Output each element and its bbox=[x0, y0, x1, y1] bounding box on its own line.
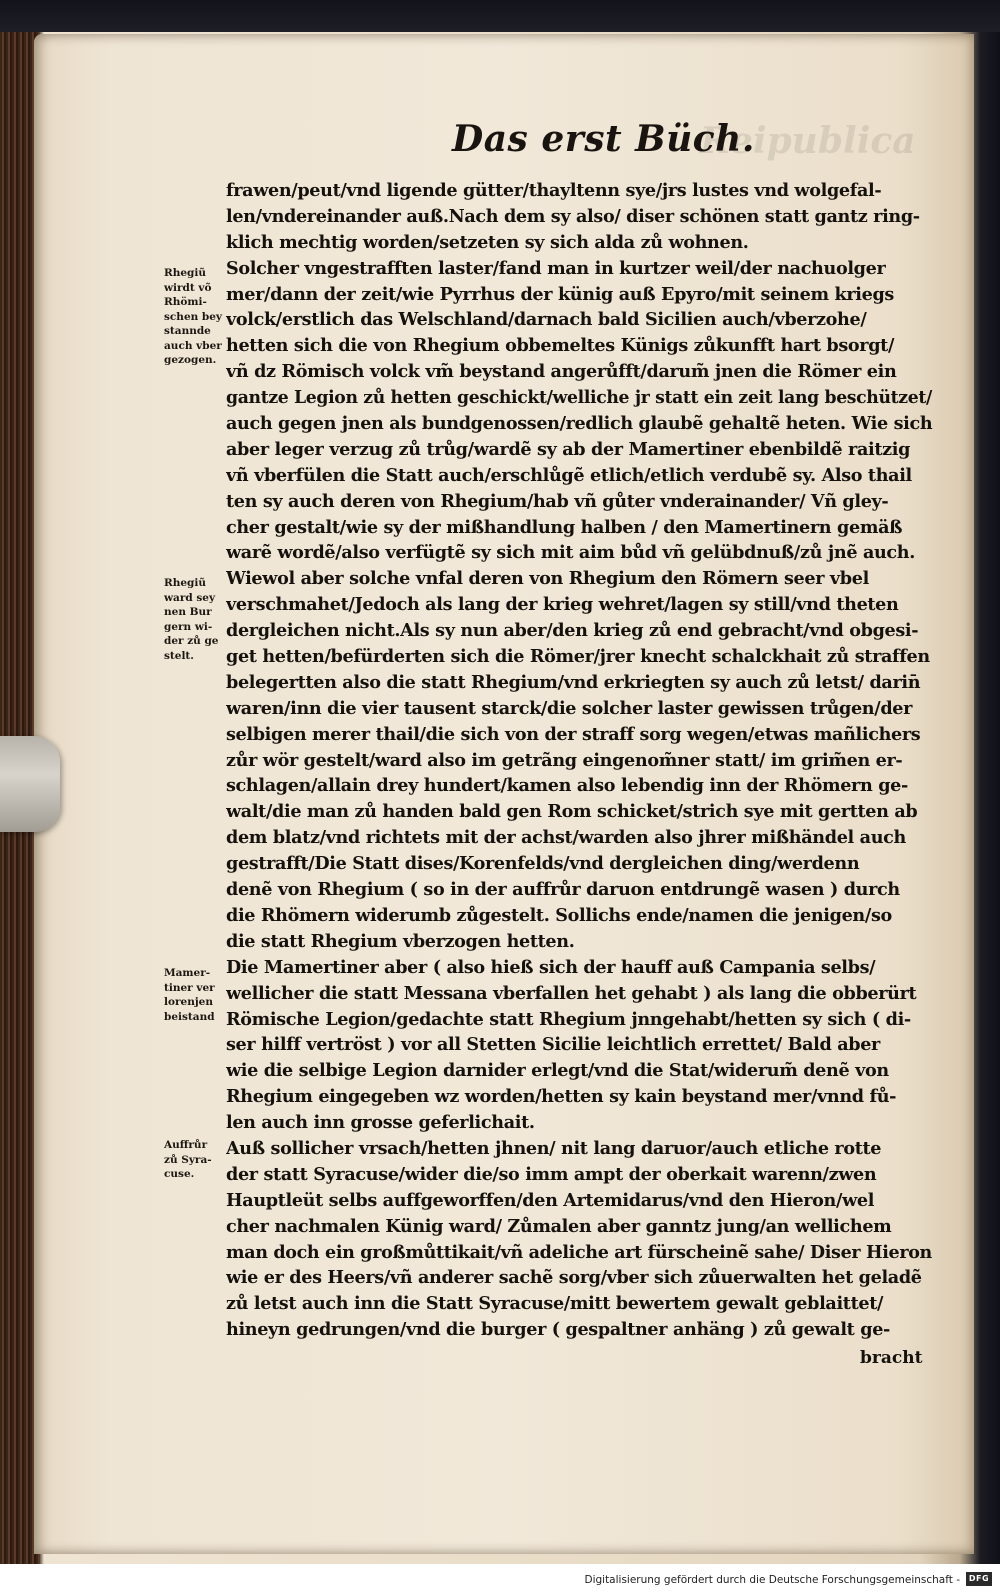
margin-note-line: beistand bbox=[164, 1010, 215, 1023]
text-line: Die Mamertiner aber ( also hieß sich der hauff auß Campania selbs/ bbox=[226, 956, 876, 978]
text-line: gestrafft/Die Statt dises/Korenfelds/vnd dergleichen ding/werdenn bbox=[226, 853, 860, 875]
text-line: auch gegen jnen als bundgenossen/redlich glaubẽ gehaltẽ heten. Wie sich bbox=[226, 413, 933, 435]
margin-note-line: ward sey bbox=[164, 591, 216, 604]
text-line: Auß sollicher vrsach/hetten jhnen/ nit lang daruor/auch etliche rotte bbox=[226, 1137, 882, 1159]
text-line: Römische Legion/gedachte statt Rhegium jnngehabt/hetten sy sich ( di- bbox=[226, 1008, 911, 1030]
funding-notice: Digitalisierung gefördert durch die Deutsche Forschungsgemeinschaft - bbox=[584, 1574, 960, 1586]
margin-note-line: Auffrůr bbox=[164, 1139, 208, 1151]
text-line: gantze Legion zů hetten geschickt/welliche jr statt ein zeit lang beschützet/ bbox=[226, 387, 932, 409]
text-line: selbigen merer thail/die sich von der straff sorg wegen/etwas mañlichers bbox=[226, 723, 921, 745]
margin-note-line: tiner ver bbox=[164, 981, 215, 994]
text-line: Wiewol aber solche vnfal deren von Rhegium den Römern seer vbel bbox=[226, 568, 869, 590]
text-line: Hauptleüt selbs auffgeworffen/den Artemidarus/vnd den Hieron/wel bbox=[226, 1189, 875, 1211]
text-line: man doch ein großmůttikait/vñ adeliche art fürscheinẽ sahe/ Diser Hieron bbox=[226, 1241, 932, 1263]
text-line: hineyn gedrungen/vnd die burger ( gespaltner anhäng ) zů gewalt ge- bbox=[226, 1319, 890, 1341]
text-line: cher nachmalen Künig ward/ Zůmalen aber ganntz jung/an wellichem bbox=[226, 1215, 892, 1237]
margin-note bbox=[164, 966, 230, 1024]
margin-note bbox=[164, 266, 230, 368]
bleed-through-text: Reipublica bbox=[700, 120, 916, 162]
margin-note-line: lorenjen bbox=[164, 996, 213, 1008]
text-line: verschmahet/Jedoch als lang der krieg wehret/lagen sy still/vnd theten bbox=[226, 594, 899, 616]
text-line: klich mechtig worden/setzeten sy sich alda zů wohnen. bbox=[226, 231, 749, 253]
running-header: Das erst Büch. bbox=[452, 118, 755, 160]
text-line: warẽ wordẽ/also verfügtẽ sy sich mit aim bůd vñ gelübdnuß/zů jnẽ auch. bbox=[226, 542, 916, 564]
margin-note-line: zů Syra- bbox=[164, 1153, 212, 1166]
text-line: zůr wör gestelt/ward also im getrãng eingenom̃ner statt/ im grim̃en er- bbox=[226, 749, 903, 771]
margin-note-line: Rhömi- bbox=[164, 296, 207, 308]
text-line: waren/inn die vier tausent starck/die solcher laster gewissen trůgen/der bbox=[226, 697, 913, 719]
text-line: ser hilff vertröst ) vor all Stetten Sicilie leichtlich errettet/ Bald aber bbox=[226, 1034, 880, 1056]
text-line: der statt Syracuse/wider die/so imm ampt der oberkait warenn/zwen bbox=[226, 1163, 877, 1185]
margin-note-line: gezogen. bbox=[164, 354, 217, 366]
margin-note-line: Rhegiũ bbox=[164, 577, 207, 589]
catchword: bracht bbox=[860, 1348, 923, 1368]
text-line: mer/dann der zeit/wie Pyrrhus der künig auß Epyro/mit seinem kriegs bbox=[226, 283, 894, 305]
text-line: cher gestalt/wie sy der mißhandlung halben / den Mamertinern gemäß bbox=[226, 516, 903, 538]
text-line: wie die selbige Legion darnider erlegt/vnd die Stat/widerum̃ denẽ von bbox=[226, 1060, 889, 1082]
margin-note-line: cuse. bbox=[164, 1168, 195, 1180]
text-line: aber leger verzug zů trůg/wardẽ sy ab der Mamertiner ebenbildẽ raitzig bbox=[226, 438, 911, 460]
text-line: wie er des Heers/vñ anderer sachẽ sorg/vber sich zůuerwalten het geladẽ bbox=[226, 1267, 922, 1289]
margin-note-line: nen Bur bbox=[164, 606, 212, 618]
margin-note bbox=[164, 576, 230, 663]
text-line: die statt Rhegium vberzogen hetten. bbox=[226, 930, 575, 952]
scanner-top-band bbox=[0, 0, 1000, 32]
margin-note bbox=[164, 1138, 230, 1182]
text-line: ten sy auch deren von Rhegium/hab vñ gůter vnderainander/ Vñ gley- bbox=[226, 490, 889, 512]
bookmark-tab bbox=[0, 736, 60, 832]
text-line: hetten sich die von Rhegium obbemeltes Künigs zůkunfft hart bsorgt/ bbox=[226, 335, 895, 357]
margin-note-line: wirdt võ bbox=[164, 281, 212, 294]
text-line: dem blatz/vnd richtets mit der achst/warden also jhrer mißhändel auch bbox=[226, 827, 906, 849]
text-line: denẽ von Rhegium ( so in der auffrůr daruon entdrungẽ wasen ) durch bbox=[226, 879, 900, 901]
text-line: Solcher vngestrafften laster/fand man in kurtzer weil/der nachuolger bbox=[226, 257, 886, 279]
margin-note-line: Mamer- bbox=[164, 967, 211, 979]
text-line: len/vndereinander auß.Nach dem sy also/ diser schönen statt gantz ring- bbox=[226, 205, 920, 227]
margin-note-line: stannde bbox=[164, 325, 211, 337]
text-line: belegertten also die statt Rhegium/vnd erkriegten sy auch zů letst/ darin̄ bbox=[226, 671, 921, 693]
text-line: schlagen/allain drey hundert/kamen also lebendig inn der Rhömern ge- bbox=[226, 775, 908, 797]
dfg-logo-icon: DFG bbox=[966, 1572, 992, 1586]
footer-bar bbox=[0, 1564, 1000, 1596]
text-line: wellicher die statt Messana vberfallen het gehabt ) als lang die obberürt bbox=[226, 982, 917, 1004]
text-line: frawen/peut/vnd ligende gütter/thayltenn sye/jrs lustes vnd wolgefal- bbox=[226, 180, 882, 201]
text-line: Rhegium eingegeben wz worden/hetten sy kain beystand mer/vnnd fů- bbox=[226, 1086, 897, 1108]
text-line: vñ vberfülen die Statt auch/erschlůgẽ etlich/etlich verdubẽ sy. Also thail bbox=[226, 464, 912, 486]
margin-note-line: auch vber bbox=[164, 339, 222, 352]
margin-note-line: schen bey bbox=[164, 310, 223, 323]
text-line: len auch inn grosse geferlichait. bbox=[226, 1112, 535, 1134]
margin-note-line: gern wi- bbox=[164, 620, 213, 633]
text-line: volck/erstlich das Welschland/darnach bald Sicilien auch/vberzohe/ bbox=[226, 309, 867, 331]
text-line: get hetten/befürderten sich die Römer/jrer knecht schalckhait zů straffen bbox=[226, 646, 930, 668]
margin-note-line: stelt. bbox=[164, 649, 194, 662]
text-line: vñ dz Römisch volck vm̃ beystand angerůfft/darum̃ jnen die Römer ein bbox=[226, 361, 897, 383]
text-line: dergleichen nicht.Als sy nun aber/den krieg zů end gebracht/vnd obgesi- bbox=[226, 620, 919, 642]
margin-note-line: Rhegiũ bbox=[164, 267, 207, 279]
margin-note-line: der zů ge bbox=[164, 635, 219, 647]
text-line: zů letst auch inn die Statt Syracuse/mitt bewertem gewalt geblaittet/ bbox=[226, 1293, 884, 1315]
text-line: die Rhömern widerumb zůgestelt. Sollichs ende/namen die jenigen/so bbox=[226, 904, 892, 926]
text-line: walt/die man zů handen bald gen Rom schicket/strich sye mit gertten ab bbox=[226, 801, 918, 823]
body-text bbox=[226, 178, 936, 1343]
